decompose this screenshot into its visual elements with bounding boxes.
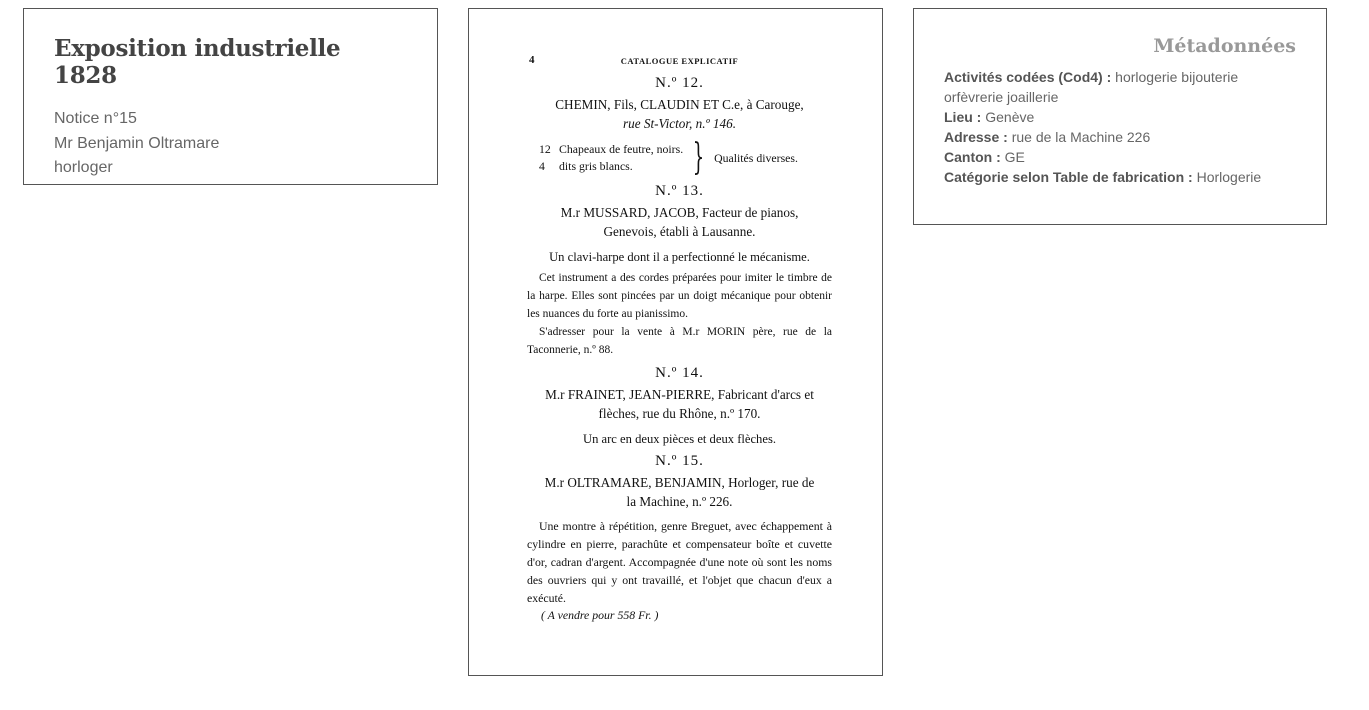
entry-number: N.º 14. xyxy=(655,365,704,381)
catalogue-entry-12 xyxy=(527,75,832,178)
notice-title: Exposition industrielle 1828 xyxy=(54,35,341,89)
entry-name-line: M.r OLTRAMARE, BENJAMIN, Horloger, rue de xyxy=(544,475,815,490)
catalogue-page-scan xyxy=(527,53,832,623)
entry-name-line: rue St-Victor, n.º 146. xyxy=(623,116,736,131)
entry-number: N.º 12. xyxy=(655,75,704,91)
entry-number: N.º 15. xyxy=(655,453,704,469)
metadata-value: Genève xyxy=(985,109,1035,125)
brace-glyph: } xyxy=(692,137,705,178)
entry-item xyxy=(539,141,683,158)
metadata-key: Adresse : xyxy=(944,129,1008,145)
item-qty: 4 xyxy=(539,159,545,173)
metadata-row-address xyxy=(944,127,1296,147)
page-header xyxy=(527,53,832,69)
catalogue-entry-13 xyxy=(527,183,832,359)
entry-name-line: la Machine, n.º 226. xyxy=(626,494,733,509)
metadata-row-activities xyxy=(944,67,1296,107)
metadata-row-place xyxy=(944,107,1296,127)
entry-price: ( A vendre pour 558 Fr. ) xyxy=(541,608,659,622)
metadata-value: GE xyxy=(1004,149,1025,165)
metadata-title: Métadonnées xyxy=(1153,35,1296,57)
item-group-label: Qualités diverses. xyxy=(714,151,798,165)
catalogue-entry-15 xyxy=(527,453,832,623)
entry-item xyxy=(539,158,683,175)
metadata-value: horlogerie bijouterie orfèvrerie joaillerie xyxy=(944,69,1239,105)
entry-description: Un clavi-harpe dont il a perfectionné le mécanisme. xyxy=(549,250,810,264)
metadata-row-canton xyxy=(944,147,1296,167)
metadata-value: rue de la Machine 226 xyxy=(1011,129,1151,145)
entry-name-line: M.r MUSSARD, JACOB, Facteur de pianos, xyxy=(560,205,799,220)
entry-item-group xyxy=(539,137,832,178)
notice-number: Notice n°15 xyxy=(54,110,137,127)
entry-name-line: CHEMIN, Fils, CLAUDIN ET C.e, à Carouge, xyxy=(555,97,804,112)
page-number: 4 xyxy=(529,54,535,66)
notice-person: Mr Benjamin Oltramare xyxy=(54,134,220,152)
metadata-value: Horlogerie xyxy=(1196,169,1262,185)
metadata-panel xyxy=(913,8,1327,225)
entry-note: S'adresser pour la vente à M.r MORIN père, rue de la Taconnerie, n.º 88. xyxy=(527,326,832,356)
item-text: dits gris blancs. xyxy=(559,159,633,173)
notice-profession: horloger xyxy=(54,159,113,176)
notice-panel xyxy=(23,8,438,185)
entry-name-line: M.r FRAINET, JEAN-PIERRE, Fabricant d'arcs et xyxy=(545,387,814,402)
item-text: Chapeaux de feutre, noirs. xyxy=(559,142,684,156)
entry-description: Un arc en deux pièces et deux flèches. xyxy=(582,432,776,446)
entry-body: Une montre à répétition, genre Breguet, avec échappement à cylindre en pierre, parachûte et compensateur boîte et cuvette d'or, cadran d'argent. Accompagnée d'une note où sont les noms des ouvriers qui y ont travaillé, et l'objet que chacun d'eux a exécuté. xyxy=(527,519,832,605)
metadata-key: Lieu : xyxy=(944,109,982,125)
document-scan-panel xyxy=(468,8,883,676)
entry-name-line: flèches, rue du Rhône, n.º 170. xyxy=(598,406,761,421)
entry-number: N.º 13. xyxy=(655,183,704,199)
item-qty: 12 xyxy=(539,142,551,156)
metadata-key: Catégorie selon Table de fabrication : xyxy=(944,169,1193,185)
entry-name-line: Genevois, établi à Lausanne. xyxy=(603,224,756,239)
page-header-title: CATALOGUE EXPLICATIF xyxy=(620,56,739,66)
catalogue-entry-14 xyxy=(527,365,832,447)
entry-note: Cet instrument a des cordes préparées pour imiter le timbre de la harpe. Elles sont pincées par un doigt mécanique pour obtenir les nuances du forte au pianissimo. xyxy=(527,272,832,320)
metadata-row-category xyxy=(944,167,1296,187)
metadata-key: Canton : xyxy=(944,149,1001,165)
metadata-key: Activités codées (Cod4) : xyxy=(944,69,1112,85)
